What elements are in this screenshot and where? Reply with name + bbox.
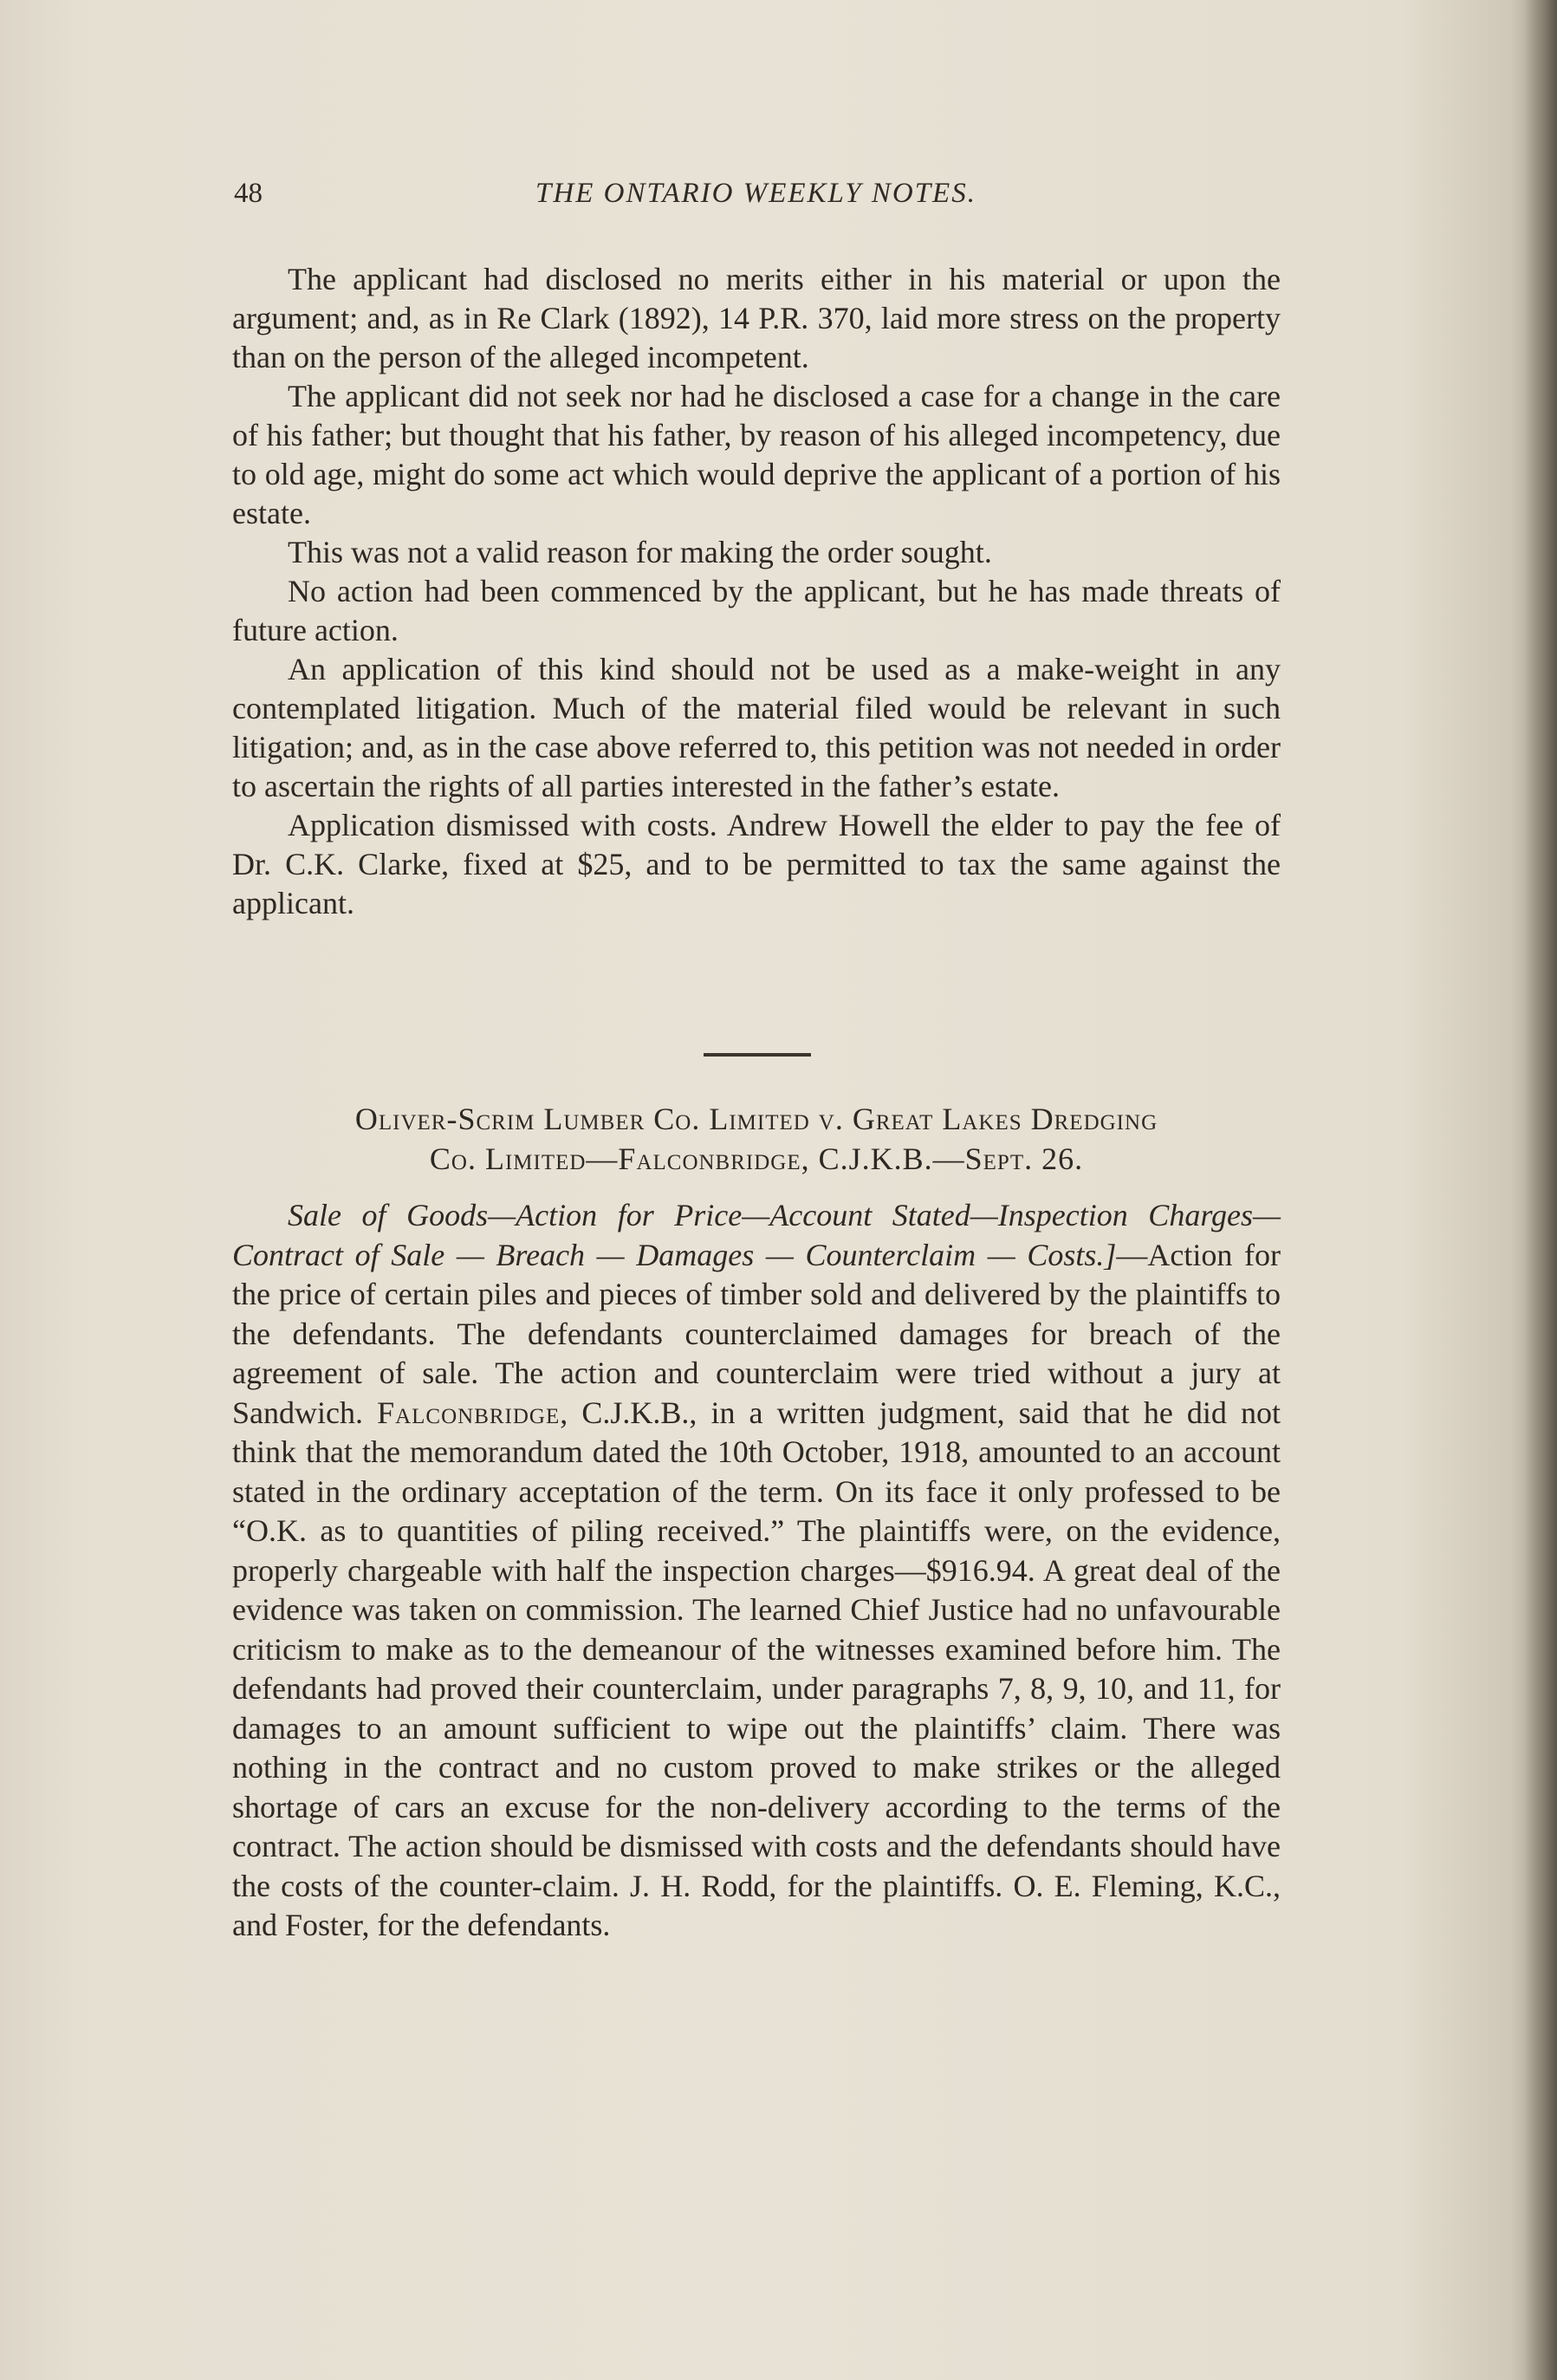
section-divider [704, 1053, 811, 1057]
paragraph: The applicant did not seek nor had he disclosed a case for a change in the care of his father; but thought that his father, by reason of his alleged incompetency, due to old age, might do some act which would deprive the applicant of a portion of his estate. [232, 379, 1281, 530]
case-body-part2: , C.J.K.B., in a written judgment, said that he did not think that the memorandum dated the 10th October, 1918, amounted to an account stated in the ordinary acceptation of the term. On its face it only professed to be “O.K. as to quantities of piling received.” The plaintiffs were, on the evidence, properly chargeable with half the inspection charges—$916.94. A great deal of the evidence was taken on commission. The learned Chief Justice had no unfavourable criticism to make as to the demeanour of the witnesses examined before him. The defendants had proved their counterclaim, under paragraphs 7, 8, 9, 10, and 11, for damages to an amount sufficient to wipe out the plaintiffs’ claim. There was nothing in the contract and no custom proved to make strikes or the alleged shortage of cars an excuse for the non-delivery according to the terms of the contract. The action should be dismissed with costs and the defendants should have the costs of the counter-claim. J. H. Rodd, for the plaintiffs. O. E. Fleming, K.C., and Foster, for the defendants. [232, 1395, 1281, 1942]
case-caption [232, 1099, 1281, 1179]
paragraph: The applicant had disclosed no merits either in his material or upon the argument; and, as in Re Clark (1892), 14 P.R. 370, laid more stress on the property than on the person of the alleged incompetent. [232, 262, 1281, 374]
body-text-block [232, 260, 1281, 923]
paragraph: An application of this kind should not be used as a make-weight in any contemplated litigation. Much of the material filed would be relevant in such litigation; and, as in the case above referred to, this petition was not needed in order to ascertain the rights of all parties interested in the father’s estate. [232, 652, 1281, 803]
page-number: 48 [234, 178, 263, 209]
paragraph: This was not a valid reason for making the order sought. [288, 535, 992, 569]
page-spine-shadow [1524, 0, 1557, 2380]
running-title: THE ONTARIO WEEKLY NOTES. [535, 178, 976, 209]
headnote: Sale of Goods—Action for Price—Account Stated—Inspection Charges—Contract of Sale — Breach — Damages — Counterclaim — Costs.] [232, 1198, 1281, 1272]
judge-name: Falconbridge [377, 1395, 561, 1430]
paragraph: No action had been commenced by the applicant, but he has made threats of future action. [232, 574, 1281, 647]
case-title-line2: Co. Limited—Falconbridge, C.J.K.B.—Sept. 26. [429, 1141, 1084, 1176]
case-body-part1: —Action for the price of certain piles and pieces of timber sold and delivered by the plaintiffs to the defendants. The defendants counterclaimed damages for breach of the agreement of sale. The action and counterclaim were tried without a jury at Sandwich. [232, 1237, 1281, 1430]
case-report [232, 1196, 1281, 1946]
paragraph: Application dismissed with costs. Andrew Howell the elder to pay the fee of Dr. C.K. Clarke, fixed at $25, and to be permitted to tax the same against the applicant. [232, 808, 1281, 920]
case-title-line1: Oliver-Scrim Lumber Co. Limited v. Great Lakes Dredging [354, 1102, 1158, 1136]
